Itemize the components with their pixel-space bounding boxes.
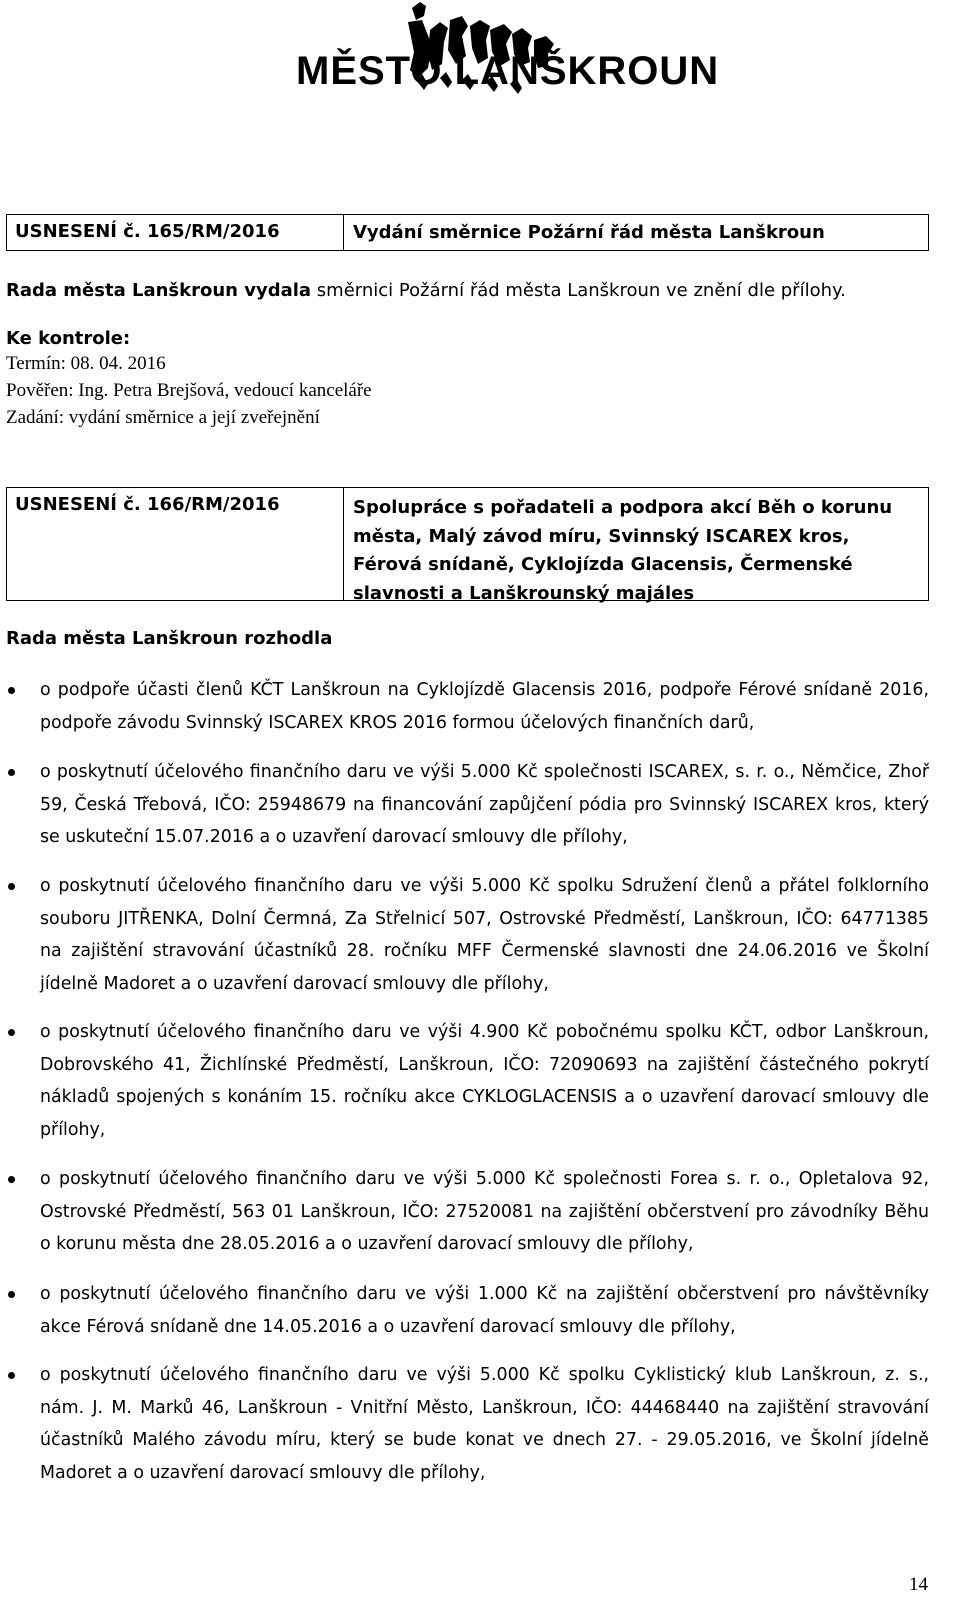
list-item-text: o poskytnutí účelového finančního daru ve výši 5.000 Kč spolku Sdružení členů a přátel folklorního souboru JITŘENKA, Dolní Čermná, Za Střelnicí 507, Ostrovské Předměstí, Lanškroun, IČO: 64771385 na zajištění stravování účastníků 28. ročníku MFF Čermenské slavnosti dne 24.06.2016 ve Školní jídelně Madoret a o uzavření darovací smlouvy dle přílohy, <box>40 876 929 994</box>
resolution-166-lead: Rada města Lanškroun rozhodla <box>6 628 333 649</box>
bullet-icon <box>8 1176 15 1183</box>
bullet-icon <box>8 1029 15 1036</box>
list-item <box>40 1016 929 1146</box>
list-item-text: o poskytnutí účelového finančního daru ve výši 5.000 Kč společnosti Forea s. r. o., Opletalova 92, Ostrovské Předměstí, 563 01 Lanškroun, IČO: 27520081 na zajištění občerstvení pro závodníky Běhu o korunu města dne 28.05.2016 a o uzavření darovací smlouvy dle přílohy, <box>40 1169 929 1254</box>
list-item <box>40 1163 929 1261</box>
resolution-165-number: USNESENÍ č. 165/RM/2016 <box>7 215 344 250</box>
control-task: Zadání: vydání směrnice a její zveřejnění <box>6 407 320 428</box>
resolution-166-title: Spolupráce s pořadateli a podpora akcí Běh o korunu města, Malý závod míru, Svinnský ISCAREX kros, Férová snídaně, Cyklojízda Glacensis, Čermenské slavnosti a Lanškrounský majáles <box>353 497 893 604</box>
resolution-166-number: USNESENÍ č. 166/RM/2016 <box>7 488 344 600</box>
list-item-text: o poskytnutí účelového finančního daru ve výši 1.000 Kč na zajištění občerstvení pro návštěvníky akce Férová snídaně dne 14.05.2016 a o uzavření darovací smlouvy dle přílohy, <box>40 1284 929 1337</box>
logo-text: MĚSTO LANŠKROUN <box>296 49 720 93</box>
control-term: Termín: 08. 04. 2016 <box>6 353 166 374</box>
city-logo <box>290 0 720 100</box>
page-number: 14 <box>909 1574 928 1595</box>
bullet-icon <box>8 883 15 890</box>
bullet-icon <box>8 769 15 776</box>
resolution-165-text: směrnici Požární řád města Lanškroun ve znění dle přílohy. <box>311 280 846 301</box>
list-item <box>40 1359 929 1489</box>
control-assigned: Pověřen: Ing. Petra Brejšová, vedoucí kanceláře <box>6 380 372 401</box>
bullet-icon <box>8 687 15 694</box>
bullet-icon <box>8 1372 15 1379</box>
list-item <box>40 1278 929 1343</box>
bullet-icon <box>8 1291 15 1298</box>
control-label: Ke kontrole: <box>6 328 131 349</box>
list-item <box>40 674 929 739</box>
resolution-165-title: Vydání směrnice Požární řád města Lanškroun <box>353 222 825 243</box>
list-item-text: o podpoře účasti členů KČT Lanškroun na Cyklojízdě Glacensis 2016, podpoře Férové snídaně 2016, podpoře závodu Svinnský ISCAREX KROS 2016 formou účelových finančních darů, <box>40 680 929 733</box>
list-item <box>40 870 929 1000</box>
resolution-165-lead: Rada města Lanškroun vydala <box>6 280 312 301</box>
list-item-text: o poskytnutí účelového finančního daru ve výši 5.000 Kč společnosti ISCAREX, s. r. o., Němčice, Zhoř 59, Česká Třebová, IČO: 25948679 na financování zapůjčení pódia pro Svinnský ISCAREX kros, který se uskuteční 15.07.2016 a o uzavření darovací smlouvy dle přílohy, <box>40 762 929 847</box>
resolution-166-header <box>6 487 929 604</box>
list-item <box>40 756 929 854</box>
resolution-165-statement <box>6 280 846 301</box>
city-logo-graphic <box>290 0 720 100</box>
list-item-text: o poskytnutí účelového finančního daru ve výši 5.000 Kč spolku Cyklistický klub Lanškroun, z. s., nám. J. M. Marků 46, Lanškroun - Vnitřní Město, Lanškroun, IČO: 44468440 na zajištění stravování účastníků Malého závodu míru, který se bude konat ve dnech 27. - 29.05.2016, ve Školní jídelně Madoret a o uzavření darovací smlouvy dle přílohy, <box>40 1365 929 1483</box>
list-item-text: o poskytnutí účelového finančního daru ve výši 4.900 Kč pobočnému spolku KČT, odbor Lanškroun, Dobrovského 41, Žichlínské Předměstí, Lanškroun, IČO: 72090693 na zajištění částečného pokrytí nákladů spojených s konáním 15. ročníku akce CYKLOGLACENSIS a o uzavření darovací smlouvy dle přílohy, <box>40 1022 929 1140</box>
resolution-165-header <box>6 214 929 251</box>
